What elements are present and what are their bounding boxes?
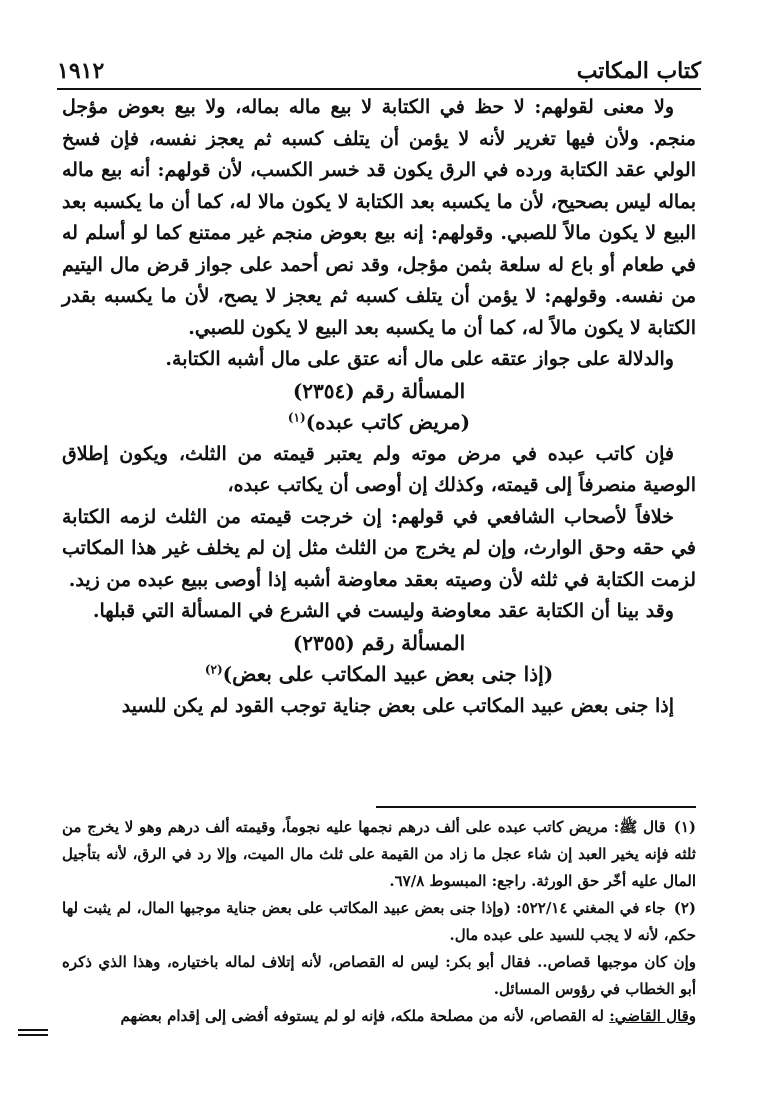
issue-title: (مريض كاتب عبده) [305,410,471,434]
footnote-1 [62,814,696,895]
paragraph: فإن كاتب عبده في مرض موته ولم يعتبر قيمته من الثلث، ويكون إطلاق الوصية منصرفاً إلى قيمته، وكذلك إن أوصى أن يكاتب عبده، [62,442,696,496]
issue-title-heading [62,659,696,691]
paragraph: والدلالة على جواز عتقه على مال أنه عتق على مال أشبه الكتابة. [165,348,674,370]
issue-title-heading [62,407,696,439]
main-text [62,92,696,722]
book-title: كتاب المكاتب [576,58,701,84]
issue-title: (إذا جنى بعض عبيد المكاتب على بعض) [222,662,554,686]
paragraph: إذا جنى بعض عبيد المكاتب على بعض جناية توجب القود لم يكن للسيد [121,694,674,717]
footnote-text: وإن كان موجبها قصاص.. فقال أبو بكر: ليس له القصاص، لأنه إتلاف لماله باختياره، وهذا الذي ذكره أبو الخطاب في رؤوس المسائل. [62,953,696,998]
paragraph: خلافاً لأصحاب الشافعي في قولهم: إن خرجت قيمته من الثلث لزمه الكتابة في حقه وحق الوارث، وإن لم يخرج من الثلث مثل إن لم يخلف غير هذا المكاتب لزمت الكتابة في ثلثه لأن وصيته بعقد معاوضة أشبه إذا أوصى ببيع عبده من زيد. [62,505,696,591]
footnote-label: (١) [673,818,696,836]
continuation-mark [18,1029,48,1031]
footnote-text: له القصاص، لأنه من مصلحة ملكه، فإنه لو لم يستوفه أفضى إلى إقدام بعضهم [120,1007,604,1025]
footnote-2 [62,895,696,1030]
footnote-label: (٢) [673,899,696,917]
footnote-ref[interactable]: (١) [287,410,306,425]
footnotes [62,806,696,1030]
footnote-speaker: وقال القاضي: [609,1007,696,1025]
issue-number-heading: المسألة رقم (٢٣٥٥) [292,630,466,655]
footnote-text: جاء في المغني ٥٢٢/١٤: (وإذا جنى بعض عبيد المكاتب على بعض جناية موجبها المال، لم يثبت لها حكم، لأنه لا يجب للسيد على عبده مال. [62,899,696,944]
paragraph: وقد بينا أن الكتابة عقد معاوضة وليست في الشرع في المسألة التي قبلها. [92,600,674,622]
page-number: ١٩١٢ [57,58,105,84]
footnote-text: قال ﷺ: مريض كاتب عبده على ألف درهم نجمها عليه نجوماً، وقيمته ألف درهم وهو لا يخرج من ثلثه فإنه يخير العبد إن شاء عجل ما زاد من القيمة على ثلث مال الميت، وإلا رد في الرق، لأنه بتأجيل المال عليه أخّر حق الورثة. راجع: المبسوط ٦٧/٨. [62,818,696,890]
footnote-ref[interactable]: (٢) [204,662,223,677]
paragraph: ولا معنى لقولهم: لا حظ في الكتابة لا بيع ماله بماله، ولا بيع بعوض مؤجل منجم. ولأن فيها تغرير لأنه لا يؤمن أن يتلف كسبه ثم يعجز نفسه، فإن فسخ الولي عقد الكتابة ورده في الرق يكون قد خسر الكسب، لأن قولهم: أنه بيع ماله بماله ليس بصحيح، لأن ما يكسبه بعد الكتابة لا يكون مالا له، كما أن ما يكسبه بعد البيع لا يكون مالاً للصبي. وقولهم: إنه بيع بعوض منجم غير ممتنع كما لو أسلم له في طعام أو باع له سلعة بثمن مؤجل، وقد نص أحمد على جواز قرض مال اليتيم من نفسه. وقولهم: لا يؤمن أن يتلف كسبه ثم يعجز لا يصح، لأن ما يكسبه بقدر الكتابة لا يكون مالاً له، كما أن ما يكسبه بعد البيع لا يكون للصبي. [62,96,696,339]
issue-number-heading: المسألة رقم (٢٣٥٤) [292,378,466,403]
page-header [57,52,701,90]
